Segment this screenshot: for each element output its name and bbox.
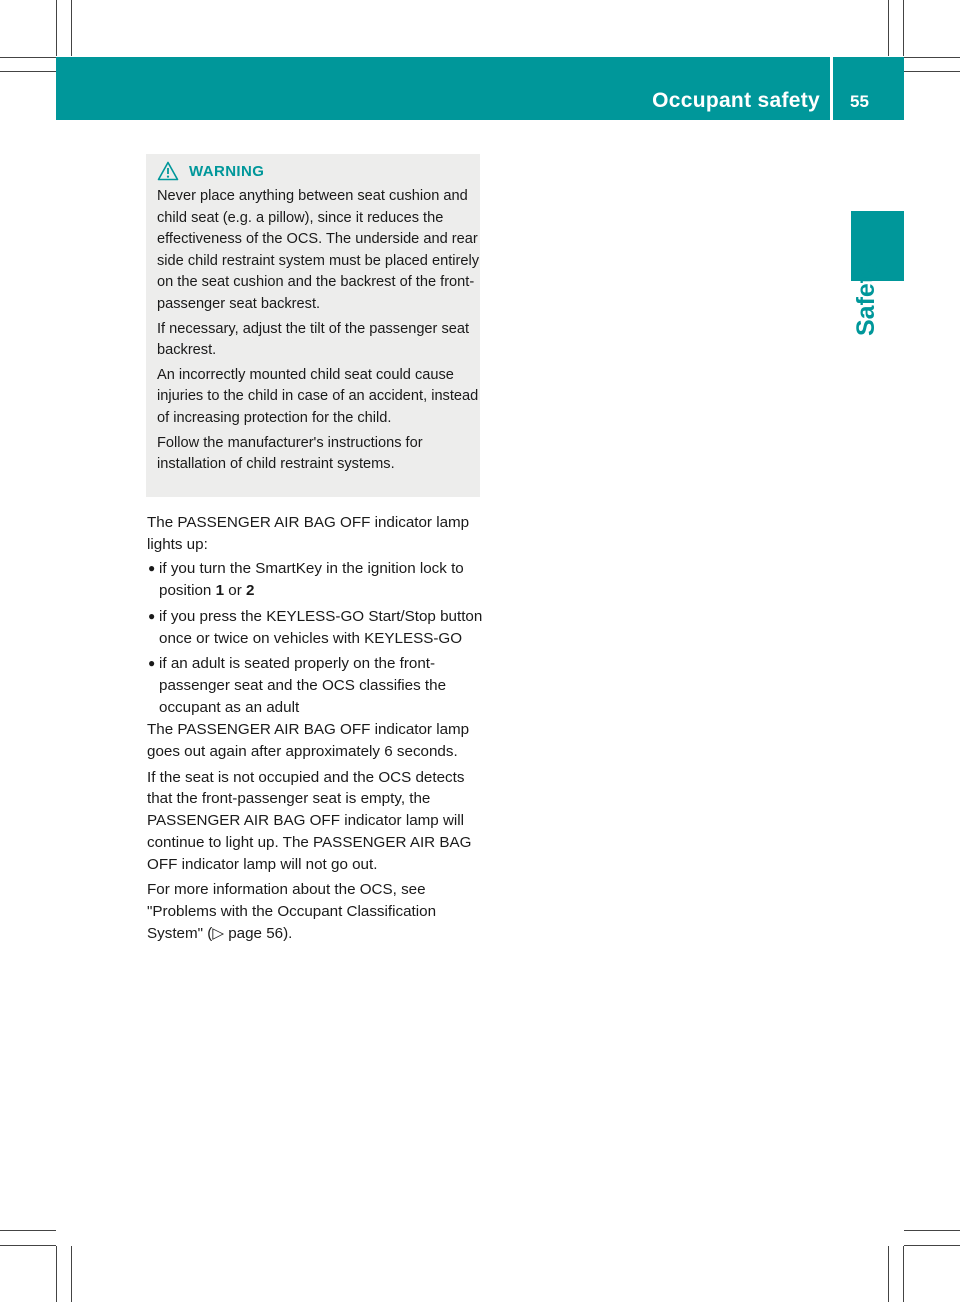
bullet-text: if you turn the SmartKey in the ignition lock to position [159, 560, 464, 600]
crop-mark [903, 0, 904, 56]
bullet-icon: ● [148, 561, 156, 576]
position-value: 1 [215, 582, 225, 600]
body-paragraph: If the seat is not occupied and the OCS detects that the front-passenger seat is empty, the PASSENGER AIR BAG OFF indicator lamp will continue to light up. The PASSENGER AIR BAG OFF indicator lamp will not go out. [147, 768, 472, 873]
bullet-list [147, 558, 483, 718]
crop-mark [0, 1245, 56, 1246]
body-paragraph: The PASSENGER AIR BAG OFF indicator lamp goes out again after approximately 6 seconds. [147, 721, 470, 761]
page-reference-link[interactable]: page 56). [224, 924, 293, 942]
paragraph-text: For more information about the OCS, see "Problems with the Occupant Classification System" ( [147, 881, 437, 942]
page-number: 55 [850, 92, 869, 111]
crop-mark [904, 71, 960, 72]
list-item [147, 558, 483, 601]
body-paragraph [147, 879, 483, 944]
page-header [56, 57, 904, 120]
crop-mark [56, 1246, 57, 1302]
warning-title: WARNING [189, 162, 265, 180]
crop-mark [71, 0, 72, 56]
crop-mark [903, 1246, 904, 1302]
warning-box [146, 154, 480, 497]
crop-mark [888, 1246, 889, 1302]
list-item [147, 653, 483, 718]
warning-paragraph: An incorrectly mounted child seat could cause injuries to the child in case of an accident, instead of increasing protection for the child. [157, 366, 479, 426]
crop-mark [904, 57, 960, 58]
crop-mark [888, 0, 889, 56]
warning-paragraph: If necessary, adjust the tilt of the passenger seat backrest. [157, 320, 470, 359]
crop-mark [904, 1245, 960, 1246]
crop-mark [0, 57, 56, 58]
chapter-title: Occupant safety [652, 89, 820, 112]
bullet-icon: ● [148, 608, 156, 623]
bullet-text: or [224, 582, 246, 600]
crop-mark [904, 1230, 960, 1231]
list-item [147, 606, 483, 649]
warning-paragraph: Never place anything between seat cushion and child seat (e.g. a pillow), since it reduces the effectiveness of the OCS. The underside and rear side child restraint system must be placed entirely on the seat cushion and the backrest of the front-passenger seat backrest. [157, 188, 480, 312]
crop-mark [71, 1246, 72, 1302]
page-reference-arrow-icon: ▷ [212, 924, 224, 942]
intro-paragraph: The PASSENGER AIR BAG OFF indicator lamp lights up: [147, 514, 470, 553]
main-text [147, 512, 483, 944]
warning-triangle-icon [157, 161, 179, 181]
section-label: Safety [852, 260, 880, 336]
crop-mark [0, 71, 56, 72]
bullet-text: if an adult is seated properly on the front-passenger seat and the OCS classifies the occupant as an adult [159, 655, 447, 716]
bullet-text: if you press the KEYLESS-GO Start/Stop button once or twice on vehicles with KEYLESS-GO [159, 607, 483, 647]
crop-mark [0, 1230, 56, 1231]
warning-header [157, 156, 480, 186]
bullet-icon: ● [148, 656, 156, 671]
warning-paragraph: Follow the manufacturer's instructions for installation of child restraint systems. [157, 434, 423, 473]
header-divider [830, 57, 833, 120]
crop-mark [56, 0, 57, 56]
position-value: 2 [245, 582, 255, 600]
